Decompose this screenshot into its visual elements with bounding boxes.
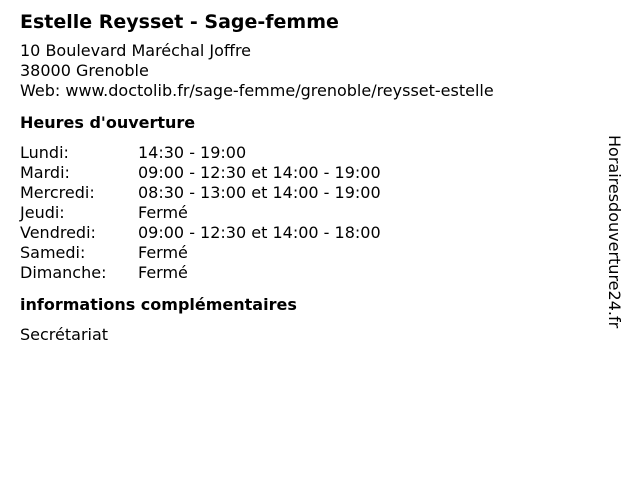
hours-row-saturday xyxy=(20,243,600,263)
additional-info-heading: informations complémentaires xyxy=(20,295,297,314)
address-line-2: 38000 Grenoble xyxy=(20,61,149,80)
hours-row-thursday xyxy=(20,203,600,223)
day-hours: 09:00 - 12:30 et 14:00 - 19:00 xyxy=(138,163,381,182)
page-title: Estelle Reysset - Sage-femme xyxy=(20,11,339,33)
day-label: Mercredi: xyxy=(20,183,95,202)
site-watermark: Horairesdouverture24.fr xyxy=(605,135,624,329)
additional-info-text: Secrétariat xyxy=(20,325,109,344)
day-label: Lundi: xyxy=(20,143,69,162)
website-label: Web: xyxy=(20,81,61,100)
day-label: Vendredi: xyxy=(20,223,96,242)
day-hours: Fermé xyxy=(138,243,188,262)
day-hours: Fermé xyxy=(138,263,188,282)
opening-hours-heading: Heures d'ouverture xyxy=(20,113,196,132)
day-hours: 08:30 - 13:00 et 14:00 - 19:00 xyxy=(138,183,381,202)
day-label: Dimanche: xyxy=(20,263,107,282)
practitioner-card xyxy=(20,9,600,345)
hours-row-wednesday xyxy=(20,183,600,203)
website-link[interactable]: www.doctolib.fr/sage-femme/grenoble/reysset-estelle xyxy=(65,81,494,100)
opening-hours-table xyxy=(20,143,600,283)
day-label: Samedi: xyxy=(20,243,86,262)
hours-row-friday xyxy=(20,223,600,243)
day-hours: Fermé xyxy=(138,203,188,222)
website-line xyxy=(20,81,600,101)
day-hours: 14:30 - 19:00 xyxy=(138,143,247,162)
hours-row-sunday xyxy=(20,263,600,283)
hours-row-tuesday xyxy=(20,163,600,183)
hours-row-monday xyxy=(20,143,600,163)
address-line-1: 10 Boulevard Maréchal Joffre xyxy=(20,41,252,60)
day-hours: 09:00 - 12:30 et 14:00 - 18:00 xyxy=(138,223,381,242)
day-label: Jeudi: xyxy=(20,203,65,222)
day-label: Mardi: xyxy=(20,163,70,182)
